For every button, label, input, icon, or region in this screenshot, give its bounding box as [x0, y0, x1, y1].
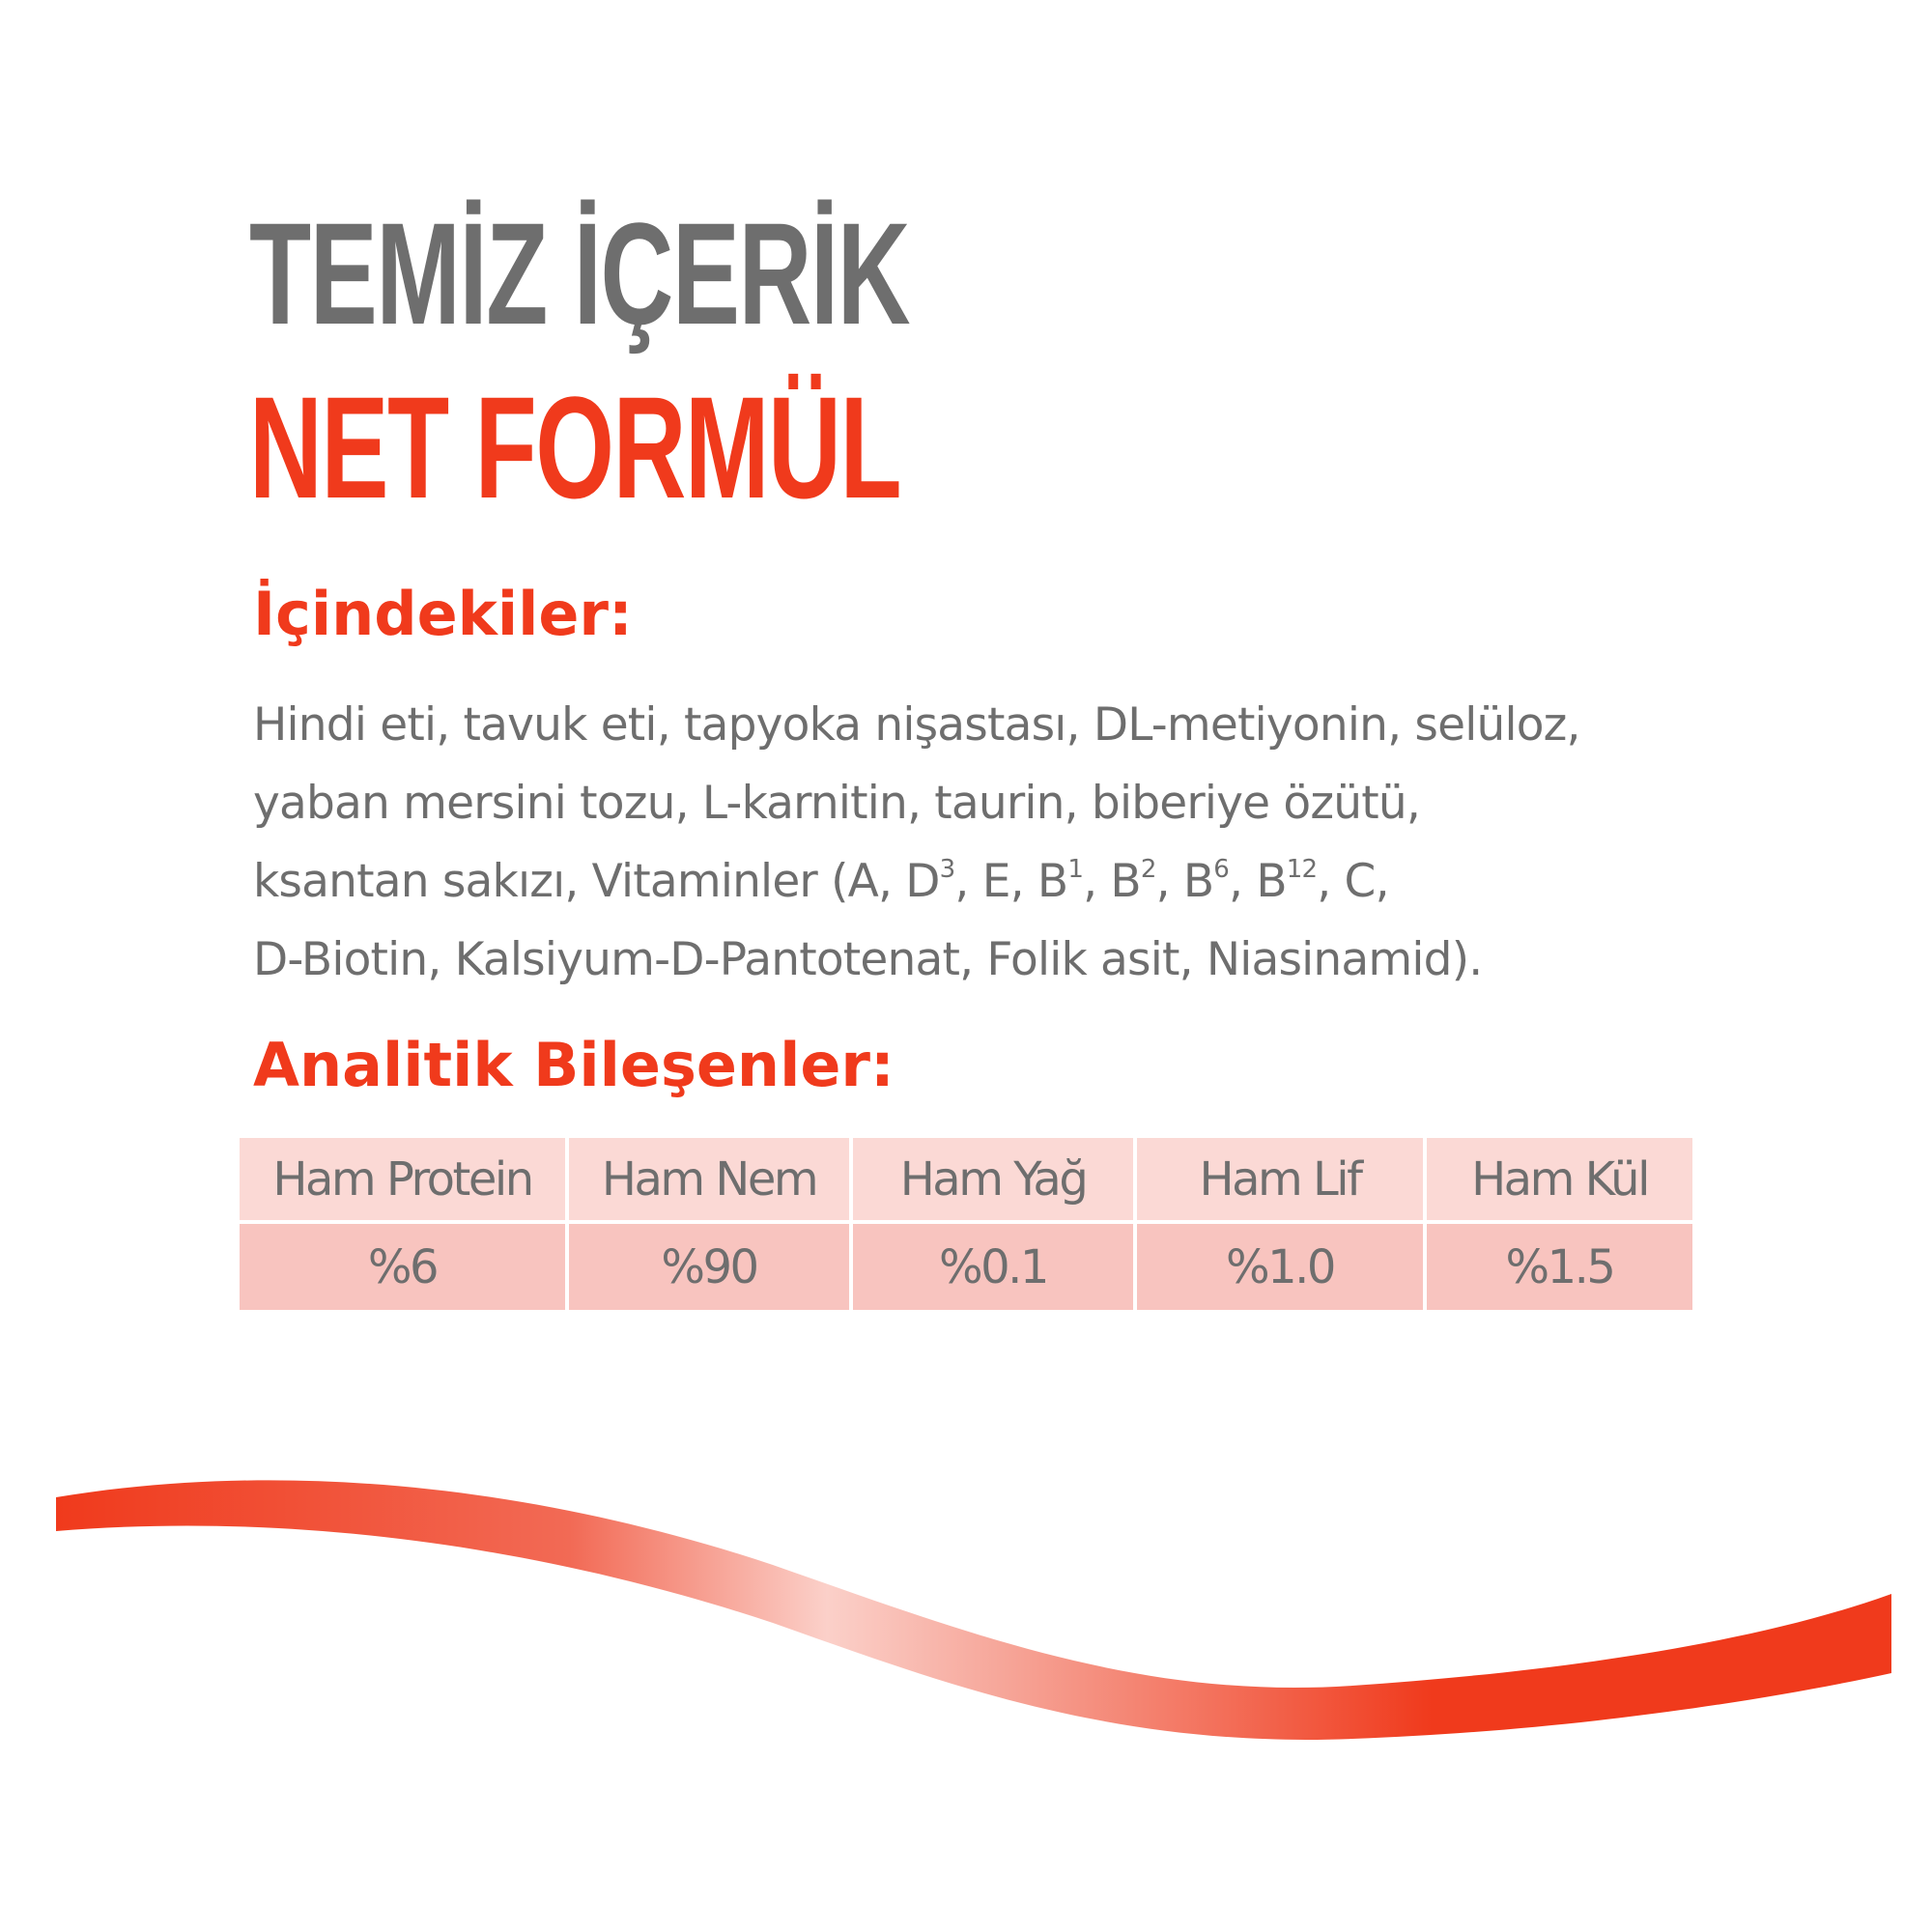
analytic-heading: Analitik Bileşenler: — [253, 1030, 895, 1100]
analytic-label: Ham Yağ — [853, 1138, 1133, 1220]
headline-line-1: TEMİZ İÇERİK — [249, 192, 910, 355]
ingredients-line-4: D-Biotin, Kalsiyum-D-Pantotenat, Folik asit, Niasinamid). — [253, 933, 1483, 986]
vitamins-text: , C, — [1317, 855, 1389, 908]
ingredients-line-1: Hindi eti, tavuk eti, tapyoka nişastası, DL-metiyonin, selüloz, — [253, 698, 1580, 752]
wave-stroke — [56, 1480, 1891, 1740]
superscript-b1: 1 — [1067, 855, 1084, 884]
analytic-label: Ham Lif — [1137, 1138, 1423, 1220]
analytic-value: %1.5 — [1427, 1224, 1692, 1310]
superscript-b12: 12 — [1286, 855, 1318, 884]
analytic-value: %6 — [240, 1224, 565, 1310]
ingredients-line-2: yaban mersini tozu, L-karnitin, taurin, biberiye özütü, — [253, 777, 1420, 830]
vitamins-text: , B — [1155, 855, 1214, 908]
vitamins-text: , B — [1229, 855, 1287, 908]
analytic-value: %1.0 — [1137, 1224, 1423, 1310]
vitamins-text: , E, B — [954, 855, 1068, 908]
superscript-b2: 2 — [1140, 855, 1156, 884]
vitamins-text: , B — [1083, 855, 1141, 908]
analytic-value: %90 — [569, 1224, 849, 1310]
analytic-value: %0.1 — [853, 1224, 1133, 1310]
ingredients-heading: İçindekiler: — [253, 579, 633, 649]
superscript-b6: 6 — [1213, 855, 1230, 884]
analytic-label: Ham Protein — [240, 1138, 565, 1220]
analytic-label: Ham Kül — [1427, 1138, 1692, 1220]
superscript-d3: 3 — [939, 855, 955, 884]
vitamins-text: ksantan sakızı, Vitaminler (A, D — [253, 855, 940, 908]
headline-line-2: NET FORMÜL — [249, 366, 901, 528]
analytic-label: Ham Nem — [569, 1138, 849, 1220]
